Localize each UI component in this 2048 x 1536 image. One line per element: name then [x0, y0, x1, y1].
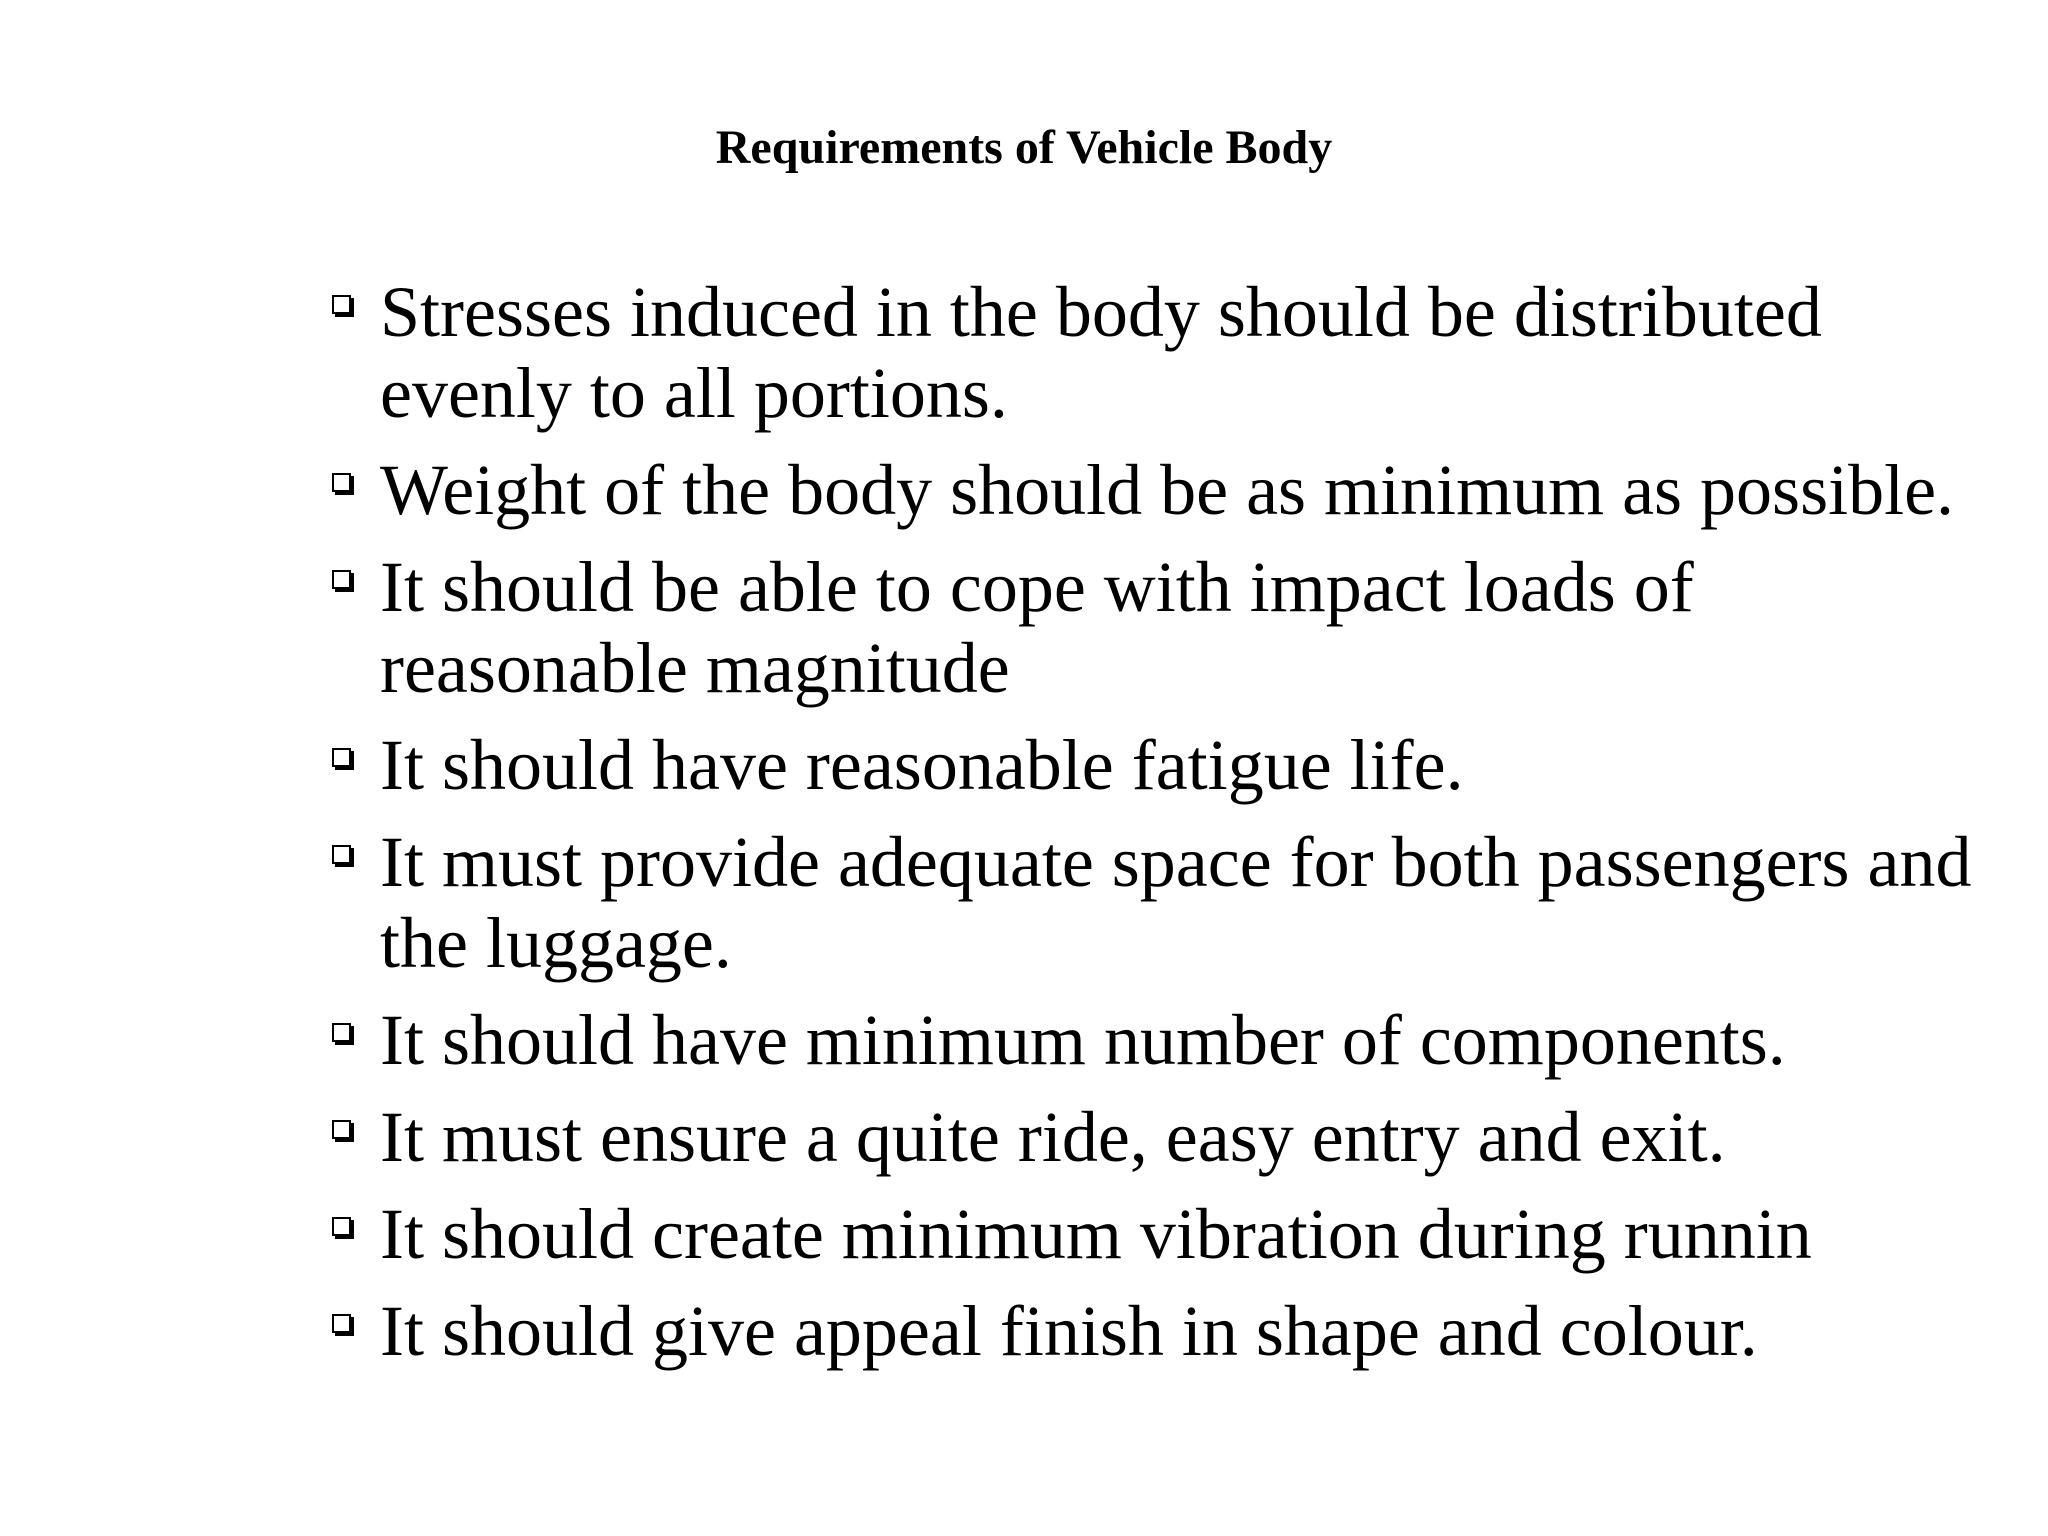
list-item [326, 450, 2006, 531]
list-item-text: It must provide adequate space for both passengers and the luggage. [380, 822, 1972, 983]
list-item-text: It should create minimum vibration during runnin [380, 1194, 1812, 1274]
hollow-square-bullet-icon [332, 748, 351, 767]
list-item [326, 725, 2006, 806]
hollow-square-bullet-icon [332, 473, 351, 492]
list-item [326, 1000, 2006, 1081]
list-item [326, 547, 2006, 709]
list-item-text: It should have minimum number of components. [380, 1000, 1786, 1080]
list-item [326, 272, 2006, 434]
list-item-text: It should be able to cope with impact loads of reasonable magnitude [380, 547, 1694, 708]
hollow-square-bullet-icon [332, 1023, 351, 1042]
list-item-text: It should give appeal finish in shape and colour. [380, 1291, 1758, 1371]
hollow-square-bullet-icon [332, 1314, 351, 1333]
list-item [326, 1194, 2006, 1275]
hollow-square-bullet-icon [332, 1217, 351, 1236]
list-item [326, 1291, 2006, 1372]
list-item-text: Stresses induced in the body should be distributed evenly to all portions. [380, 272, 1822, 433]
list-item-text: It must ensure a quite ride, easy entry and exit. [380, 1097, 1726, 1177]
list-item-text: It should have reasonable fatigue life. [380, 725, 1464, 805]
hollow-square-bullet-icon [332, 570, 351, 589]
requirements-list [326, 272, 2006, 1388]
list-item [326, 822, 2006, 984]
list-item-text: Weight of the body should be as minimum as possible. [380, 450, 1955, 530]
hollow-square-bullet-icon [332, 845, 351, 864]
slide-title: Requirements of Vehicle Body [715, 121, 1333, 174]
list-item [326, 1097, 2006, 1178]
hollow-square-bullet-icon [332, 1120, 351, 1139]
hollow-square-bullet-icon [332, 295, 351, 314]
